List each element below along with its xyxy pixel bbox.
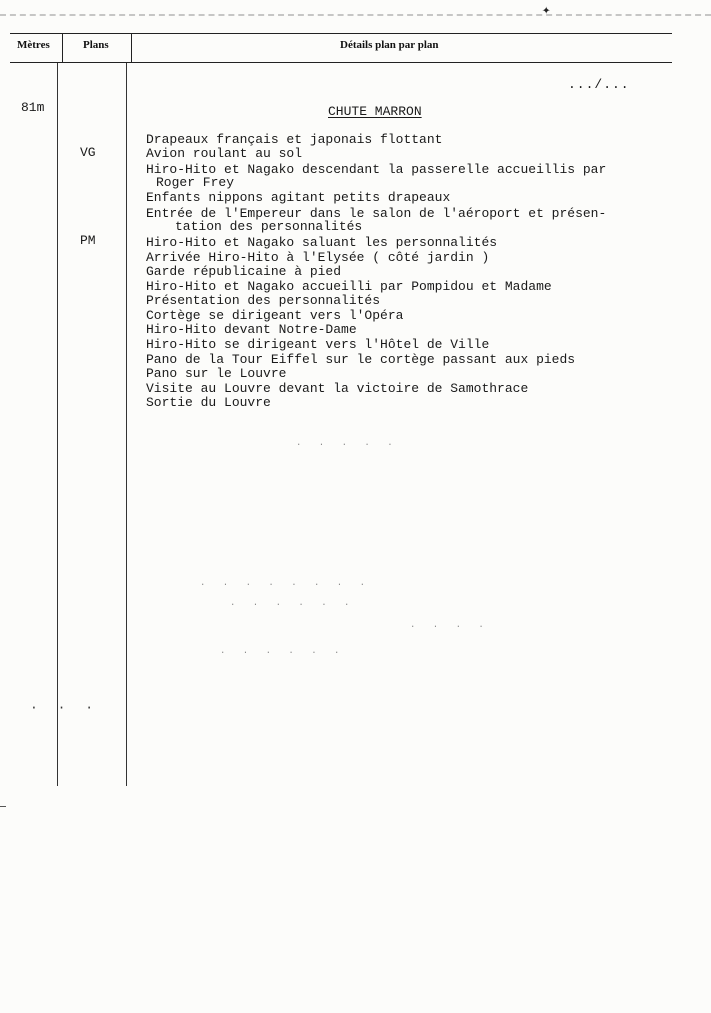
detail-line: Pano de la Tour Eiffel sur le cortège passant aux pieds bbox=[146, 352, 576, 367]
scan-noise: · · · · · · bbox=[230, 600, 356, 610]
detail-line: Hiro-Hito et Nagako descendant la passerelle accueillis par bbox=[146, 162, 607, 177]
column-divider-1 bbox=[57, 63, 58, 786]
column-header-metres: Mètres bbox=[17, 39, 50, 51]
scan-noise: · · · · · · · · bbox=[200, 580, 372, 590]
continued-marker: .../... bbox=[568, 77, 630, 92]
detail-line: Hiro-Hito devant Notre-Dame bbox=[146, 322, 357, 337]
detail-line: Présentation des personnalités bbox=[146, 293, 381, 308]
detail-line: tation des personnalités bbox=[175, 219, 363, 234]
detail-line: Arrivée Hiro-Hito à l'Elysée ( côté jardin ) bbox=[146, 250, 490, 265]
margin-tick bbox=[0, 806, 6, 807]
plan-code-vg: VG bbox=[80, 145, 96, 160]
detail-line: Roger Frey bbox=[156, 175, 235, 190]
detail-line: Hiro-Hito et Nagako accueilli par Pompidou et Madame bbox=[146, 279, 552, 294]
header-bottom-rule bbox=[10, 62, 672, 63]
detail-line: Hiro-Hito et Nagako saluant les personnalités bbox=[146, 235, 498, 250]
scan-noise: · · · · bbox=[410, 622, 490, 632]
detail-line: Drapeaux français et japonais flottant bbox=[146, 132, 443, 147]
margin-dots: · · · bbox=[30, 700, 100, 715]
detail-line: Avion roulant au sol bbox=[146, 146, 303, 161]
meters-value: 81m bbox=[21, 100, 45, 115]
plan-code-pm: PM bbox=[80, 233, 96, 248]
header-top-rule bbox=[10, 33, 672, 34]
detail-line: Enfants nippons agitant petits drapeaux bbox=[146, 190, 451, 205]
scan-top-border bbox=[0, 0, 711, 16]
detail-line: Sortie du Louvre bbox=[146, 395, 271, 410]
detail-line: Hiro-Hito se dirigeant vers l'Hôtel de Ville bbox=[146, 337, 490, 352]
column-header-plans: Plans bbox=[83, 39, 109, 51]
scan-noise: · · · · · · bbox=[220, 648, 346, 658]
header-divider-1 bbox=[62, 34, 63, 62]
detail-line: Pano sur le Louvre bbox=[146, 366, 287, 381]
column-divider-2 bbox=[126, 63, 127, 786]
scan-noise: · · · · · bbox=[296, 440, 399, 450]
arrow-mark-icon: ✦ bbox=[542, 3, 551, 19]
column-header-details: Détails plan par plan bbox=[340, 39, 439, 51]
detail-line: Entrée de l'Empereur dans le salon de l'aéroport et présen- bbox=[146, 206, 607, 221]
header-divider-2 bbox=[131, 34, 132, 62]
detail-line: Visite au Louvre devant la victoire de Samothrace bbox=[146, 381, 529, 396]
detail-line: Cortège se dirigeant vers l'Opéra bbox=[146, 308, 404, 323]
section-title: CHUTE MARRON bbox=[328, 104, 422, 119]
detail-line: Garde républicaine à pied bbox=[146, 264, 342, 279]
